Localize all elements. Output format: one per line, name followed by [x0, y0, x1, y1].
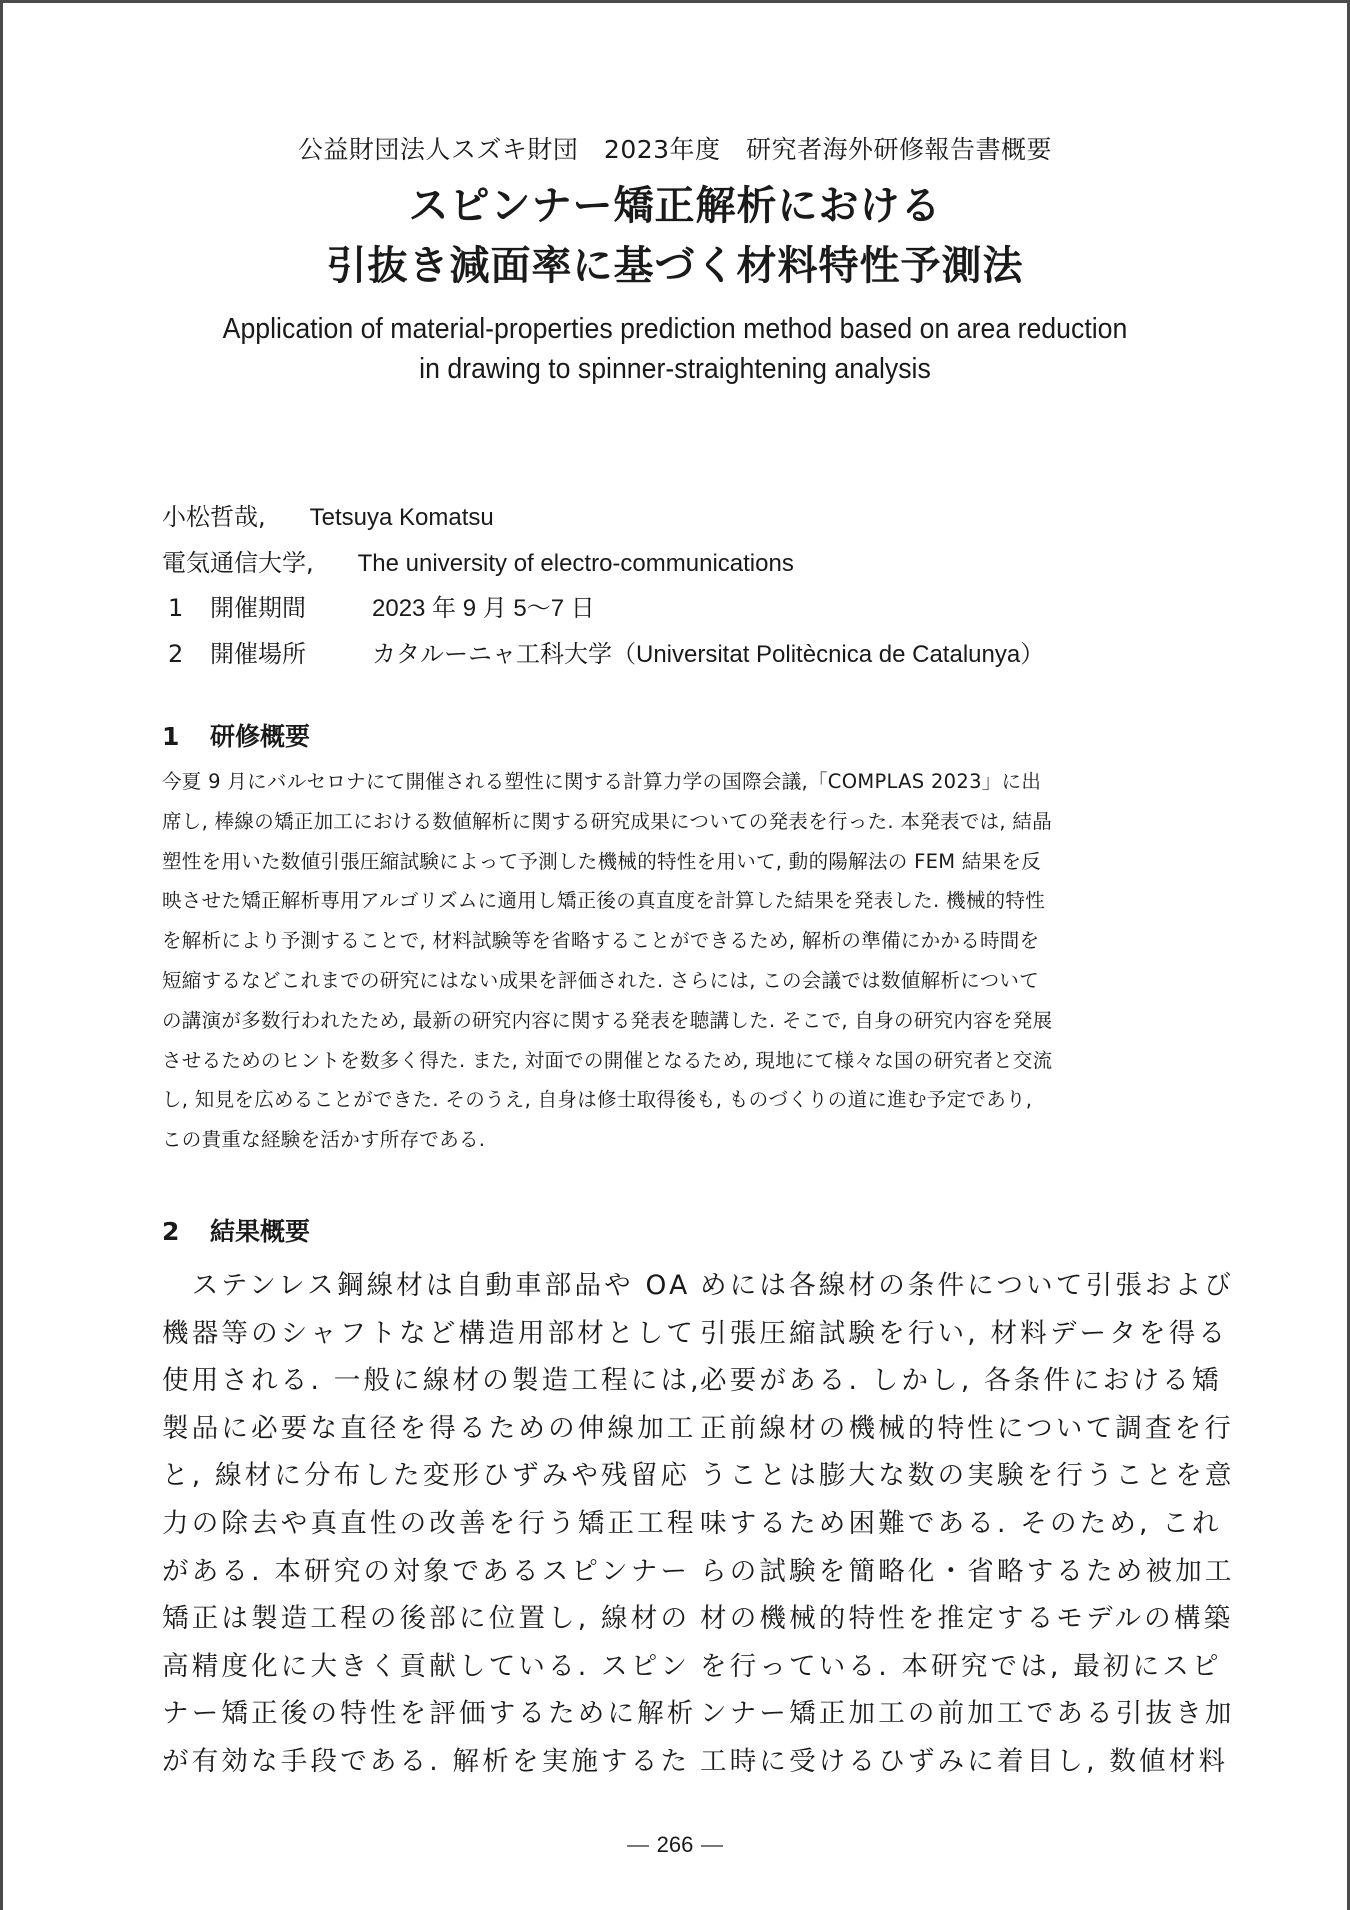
- column-line: 正前線材の機械的特性について調査を行: [700, 1412, 1235, 1444]
- section-title: 結果概要: [210, 1217, 311, 1246]
- affiliation-en: The university of electro-communications: [357, 550, 794, 577]
- meta-period-row: [162, 591, 595, 626]
- author-row: [162, 500, 494, 535]
- column-line: 機器等のシャフトなど構造用部材として: [162, 1317, 697, 1349]
- paragraph-line: 短縮するなどこれまでの研究にはない成果を評価された. さらには, この会議では数値解析について: [162, 968, 1040, 992]
- meta-label: 開催期間: [210, 594, 306, 622]
- paragraph-line: の講演が多数行われたため, 最新の研究内容に関する発表を聴講した. そこで, 自身の研究内容を発展: [162, 1008, 1053, 1032]
- paragraph-line: 映させた矯正解析専用アルゴリズムに適用し矯正後の真直度を計算した結果を発表した. 機械的特性: [162, 889, 1046, 913]
- training-summary-paragraph: [162, 762, 1192, 1160]
- column-line: うことは膨大な数の実験を行うことを意: [700, 1460, 1235, 1492]
- meta-value: 2023 年 9 月 5～7 日: [372, 595, 595, 622]
- column-line: ステンレス鋼線材は自動車部品や OA: [162, 1270, 691, 1301]
- affiliation-row: [162, 546, 794, 581]
- dash-right: [701, 1845, 723, 1847]
- page-number-value: 266: [656, 1832, 694, 1857]
- results-column-right: [700, 1262, 1235, 1786]
- section-number: 2: [162, 1217, 180, 1246]
- column-line: 矯正は製造工程の後部に位置し, 線材の: [162, 1603, 691, 1635]
- paragraph-line: を解析により予測することで, 材料試験等を省略することができるため, 解析の準備にかかる時間を: [162, 929, 1040, 953]
- results-column-left: [162, 1262, 702, 1786]
- section-number: 1: [162, 722, 180, 751]
- paragraph-line: 席し, 棒線の矯正加工における数値解析に関する研究成果についての発表を行った. 本発表では, 結晶: [162, 809, 1053, 833]
- dash-left: [627, 1845, 649, 1847]
- column-line: 力の除去や真直性の改善を行う矯正工程: [162, 1507, 697, 1539]
- paragraph-line: 今夏 9 月にバルセロナにて開催される塑性に関する計算力学の国際会議,「COMPLAS 2023」に出: [162, 770, 1042, 793]
- title-en-line-2: in drawing to spinner-straightening analysis: [419, 353, 931, 385]
- column-line: 味するため困難である. そのため, これ: [700, 1507, 1222, 1539]
- column-line: 引張圧縮試験を行い, 材料データを得る: [700, 1317, 1229, 1349]
- title-en-line-1: Application of material-properties prediction method based on area reduction: [222, 313, 1128, 345]
- column-line: を行っている. 本研究では, 最初にスピ: [700, 1650, 1222, 1682]
- page-number: [0, 1830, 1350, 1860]
- column-line: 工時に受けるひずみに着目し, 数値材料: [700, 1745, 1229, 1777]
- section-title: 研修概要: [210, 722, 311, 751]
- section-heading-results-summary: [162, 1215, 310, 1249]
- paragraph-line: 塑性を用いた数値引張圧縮試験によって予測した機械的特性を用いて, 動的陽解法の FEM 結果を反: [162, 849, 1042, 873]
- meta-venue-row: [162, 637, 1044, 672]
- meta-label: 開催場所: [210, 640, 306, 668]
- title-ja-line-2: 引抜き減面率に基づく材料特性予測法: [326, 243, 1024, 289]
- paragraph-line: この貴重な経験を活かす所存である.: [162, 1128, 486, 1152]
- column-line: らの試験を簡略化・省略するため被加工: [700, 1555, 1235, 1587]
- paragraph-line: し, 知見を広めることができた. そのうえ, 自身は修士取得後も, ものづくりの道に進む予定であり,: [162, 1088, 1033, 1112]
- column-line: 必要がある. しかし, 各条件における矯: [700, 1365, 1222, 1397]
- meta-number: 2: [168, 640, 184, 668]
- column-line: ンナー矯正加工の前加工である引抜き加: [700, 1698, 1235, 1730]
- column-line: 使用される. 一般に線材の製造工程には,: [162, 1365, 702, 1397]
- affiliation-ja: 電気通信大学,: [162, 549, 314, 577]
- column-line: と, 線材に分布した変形ひずみや残留応: [162, 1460, 691, 1492]
- column-line: ナー矯正後の特性を評価するために解析: [162, 1698, 697, 1730]
- meta-value: カタルーニャ工科大学（Universitat Politècnica de Catalunya）: [372, 641, 1045, 668]
- title-ja-line-1: スピンナー矯正解析における: [408, 183, 942, 229]
- paragraph-line: させるためのヒントを数多く得た. また, 対面での開催となるため, 現地にて様々な国の研究者と交流: [162, 1048, 1053, 1072]
- section-heading-training-summary: [162, 720, 310, 754]
- column-line: が有効な手段である. 解析を実施するた: [162, 1745, 691, 1777]
- author-name-en: Tetsuya Komatsu: [309, 504, 494, 531]
- meta-number: 1: [168, 594, 184, 622]
- column-line: めには各線材の条件について引張および: [700, 1270, 1235, 1301]
- column-line: 製品に必要な直径を得るための伸線加工: [162, 1412, 697, 1444]
- column-line: がある. 本研究の対象であるスピンナー: [162, 1555, 691, 1587]
- report-header: 公益財団法人スズキ財団 2023年度 研究者海外研修報告書概要: [297, 135, 1053, 164]
- author-name-ja: 小松哲哉,: [162, 503, 266, 531]
- column-line: 材の機械的特性を推定するモデルの構築: [700, 1603, 1234, 1635]
- column-line: 高精度化に大きく貢献している. スピン: [162, 1650, 691, 1682]
